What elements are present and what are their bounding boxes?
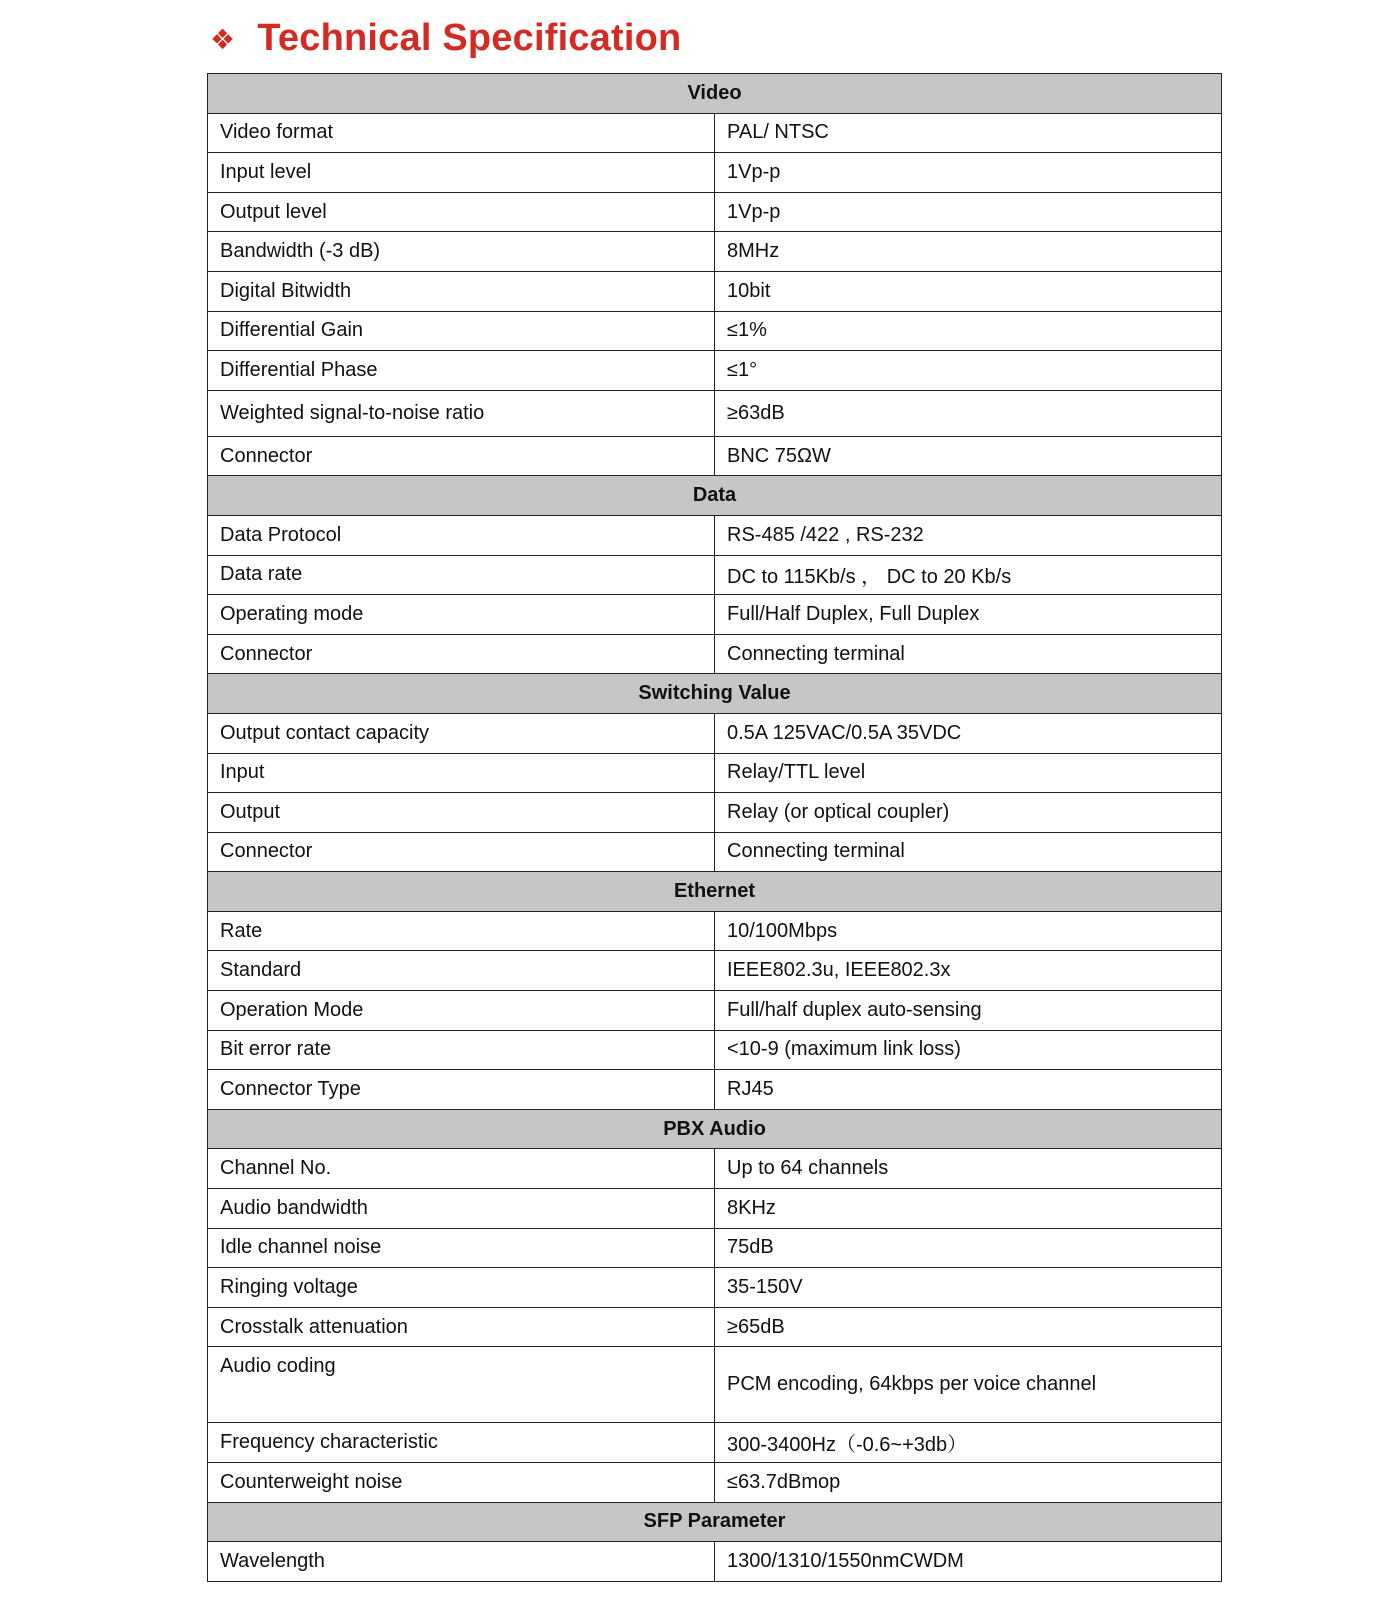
spec-label: Bandwidth (-3 dB) (208, 232, 715, 272)
spec-label: Standard (208, 951, 715, 991)
spec-row (208, 1030, 1222, 1070)
spec-row (208, 1189, 1222, 1229)
page-title (210, 12, 681, 64)
spec-value: ≤1° (715, 351, 1222, 391)
spec-row (208, 753, 1222, 793)
spec-row (208, 1542, 1222, 1582)
spec-label: Audio bandwidth (208, 1189, 715, 1229)
spec-row (208, 1268, 1222, 1308)
spec-row (208, 515, 1222, 555)
spec-row (208, 1070, 1222, 1110)
spec-label: Video format (208, 113, 715, 153)
spec-value: 0.5A 125VAC/0.5A 35VDC (715, 713, 1222, 753)
spec-label: Output (208, 793, 715, 833)
spec-value: DC to 115Kb/s ， DC to 20 Kb/s (715, 555, 1222, 595)
spec-value: Relay (or optical coupler) (715, 793, 1222, 833)
spec-table (207, 73, 1222, 1582)
spec-value: RJ45 (715, 1070, 1222, 1110)
spec-value: 35-150V (715, 1268, 1222, 1308)
section-heading: Video (208, 74, 1222, 114)
page-title-text: Technical Specification (257, 16, 682, 59)
spec-row (208, 436, 1222, 476)
spec-row (208, 555, 1222, 595)
spec-value: Connecting terminal (715, 634, 1222, 674)
spec-row (208, 595, 1222, 635)
spec-value: Connecting terminal (715, 832, 1222, 872)
spec-row (208, 1149, 1222, 1189)
spec-value: Up to 64 channels (715, 1149, 1222, 1189)
spec-row (208, 232, 1222, 272)
spec-value: 10bit (715, 271, 1222, 311)
section-heading: Ethernet (208, 872, 1222, 912)
spec-row (208, 1228, 1222, 1268)
spec-row (208, 1307, 1222, 1347)
spec-label: Connector (208, 832, 715, 872)
spec-row (208, 351, 1222, 391)
spec-row (208, 793, 1222, 833)
spec-value: <10-9 (maximum link loss) (715, 1030, 1222, 1070)
spec-value: 1300/1310/1550nmCWDM (715, 1542, 1222, 1582)
spec-row (208, 634, 1222, 674)
spec-value: 1Vp-p (715, 192, 1222, 232)
spec-label: Output level (208, 192, 715, 232)
section-heading: Data (208, 476, 1222, 516)
spec-row (208, 271, 1222, 311)
spec-label: Input (208, 753, 715, 793)
spec-label: Connector (208, 634, 715, 674)
spec-label: Frequency characteristic (208, 1423, 715, 1463)
spec-label: Wavelength (208, 1542, 715, 1582)
spec-value: IEEE802.3u, IEEE802.3x (715, 951, 1222, 991)
spec-value: 8MHz (715, 232, 1222, 272)
spec-value: 75dB (715, 1228, 1222, 1268)
spec-label: Counterweight noise (208, 1463, 715, 1503)
spec-value: Full/half duplex auto-sensing (715, 991, 1222, 1031)
spec-label: Audio coding (208, 1347, 715, 1423)
spec-label: Ringing voltage (208, 1268, 715, 1308)
spec-label: Channel No. (208, 1149, 715, 1189)
spec-label: Data Protocol (208, 515, 715, 555)
spec-label: Differential Gain (208, 311, 715, 351)
spec-row (208, 832, 1222, 872)
section-header-row (208, 872, 1222, 912)
spec-value: 8KHz (715, 1189, 1222, 1229)
section-heading: Switching Value (208, 674, 1222, 714)
spec-value: BNC 75ΩW (715, 436, 1222, 476)
spec-label: Operating mode (208, 595, 715, 635)
spec-label: Data rate (208, 555, 715, 595)
spec-label: Input level (208, 153, 715, 193)
section-heading: PBX Audio (208, 1109, 1222, 1149)
section-header-row (208, 1502, 1222, 1542)
spec-label: Connector Type (208, 1070, 715, 1110)
spec-label: Rate (208, 911, 715, 951)
spec-value: PCM encoding, 64kbps per voice channel (715, 1347, 1222, 1423)
section-heading: SFP Parameter (208, 1502, 1222, 1542)
section-header-row (208, 476, 1222, 516)
spec-row (208, 713, 1222, 753)
spec-label: Digital Bitwidth (208, 271, 715, 311)
spec-value: Relay/TTL level (715, 753, 1222, 793)
spec-row (208, 153, 1222, 193)
spec-value: RS-485 /422 , RS-232 (715, 515, 1222, 555)
spec-label: Idle channel noise (208, 1228, 715, 1268)
spec-value: ≤63.7dBmop (715, 1463, 1222, 1503)
spec-value: 1Vp-p (715, 153, 1222, 193)
spec-value: 10/100Mbps (715, 911, 1222, 951)
spec-row (208, 911, 1222, 951)
spec-value: Full/Half Duplex, Full Duplex (715, 595, 1222, 635)
section-header-row (208, 1109, 1222, 1149)
diamond-bullet-icon: ❖ (210, 23, 236, 55)
spec-row (208, 1463, 1222, 1503)
spec-row (208, 390, 1222, 436)
spec-label: Bit error rate (208, 1030, 715, 1070)
spec-row (208, 311, 1222, 351)
spec-row (208, 1423, 1222, 1463)
spec-value: ≤1% (715, 311, 1222, 351)
spec-label: Crosstalk attenuation (208, 1307, 715, 1347)
spec-row (208, 113, 1222, 153)
spec-row (208, 1347, 1222, 1423)
spec-row (208, 951, 1222, 991)
spec-label: Differential Phase (208, 351, 715, 391)
spec-label: Weighted signal-to-noise ratio (208, 390, 715, 436)
spec-label: Operation Mode (208, 991, 715, 1031)
spec-row (208, 991, 1222, 1031)
spec-row (208, 192, 1222, 232)
spec-label: Connector (208, 436, 715, 476)
section-header-row (208, 74, 1222, 114)
spec-value: PAL/ NTSC (715, 113, 1222, 153)
spec-value: ≥63dB (715, 390, 1222, 436)
spec-value: ≥65dB (715, 1307, 1222, 1347)
spec-value: 300-3400Hz（-0.6~+3db） (715, 1423, 1222, 1463)
section-header-row (208, 674, 1222, 714)
spec-label: Output contact capacity (208, 713, 715, 753)
